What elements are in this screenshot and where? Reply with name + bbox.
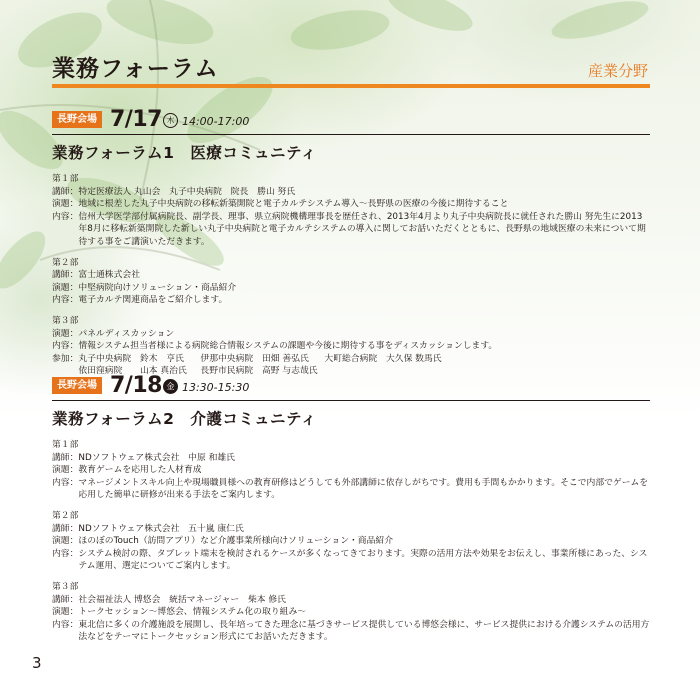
- session-2: [52, 370, 650, 652]
- row-value: NDソフトウェア株式会社 五十嵐 康仁氏: [78, 523, 244, 534]
- category-label: 産業分野: [587, 62, 648, 80]
- part-2: [52, 257, 650, 307]
- row-key: 講師：: [52, 523, 79, 534]
- row-key: 内容：: [52, 211, 79, 222]
- content-row: [52, 294, 650, 307]
- part-1: [52, 439, 650, 502]
- part-3: [52, 581, 650, 644]
- speaker-row: [52, 594, 650, 607]
- session-header: [52, 370, 650, 398]
- topic-row: [52, 328, 650, 341]
- part-label: 第２部: [52, 257, 79, 268]
- row-key: 演題：: [52, 465, 79, 476]
- weekday-circle: 金: [163, 379, 178, 394]
- row-key: 講師：: [52, 186, 79, 197]
- row-value: パネルディスカッション: [78, 328, 175, 339]
- session-time: 14:00-17:00: [181, 115, 250, 128]
- session-date: 7/18: [110, 373, 162, 398]
- row-value: ほのぼのTouch（訪問アプリ）など介護事業所様向けソリューション・商品紹介: [78, 536, 393, 547]
- page-title: 業務フォーラム: [52, 56, 219, 82]
- row-value: 信州大学医学部付属病院長、副学長、理事、県立病院機構理事長を歴任され、2013年4月より丸子中央病院長に就任された勝山 努先生に2013年8月に移転新築開院した新しい丸子中央病院と電子カルテシステムの導入に関してお話いただくとともに、長野県の地域医療の未来について期待する事をご講演いただきます。: [78, 211, 646, 247]
- session-divider: [52, 400, 650, 401]
- forum-title: 業務フォーラム2 介護コミュニティ: [52, 410, 317, 428]
- session-date: 7/17: [110, 107, 162, 132]
- content-row: [52, 619, 650, 644]
- session-1: [52, 104, 650, 386]
- row-key: 演題：: [52, 199, 79, 210]
- participant: 大町総合病院 大久保 数馬氏: [324, 353, 442, 364]
- session-divider: [52, 134, 650, 135]
- part-label: 第１部: [52, 174, 79, 184]
- row-key: 講師：: [52, 594, 79, 605]
- topic-row: [52, 282, 650, 295]
- venue-badge: 長野会場: [52, 111, 102, 128]
- participant: 依田窪病院 山本 真治氏: [78, 366, 187, 377]
- speaker-row: [52, 523, 650, 536]
- topic-row: [52, 464, 650, 477]
- row-key: 内容：: [52, 619, 79, 630]
- content-row: [52, 477, 650, 502]
- row-value: 特定医療法人 丸山会 丸子中央病院 院長 勝山 努氏: [78, 186, 296, 197]
- row-key: 演題：: [52, 607, 79, 618]
- venue-badge: 長野会場: [52, 377, 102, 394]
- weekday-circle: 木: [163, 113, 178, 128]
- participants-line: [78, 353, 650, 366]
- topic-row: [52, 606, 650, 619]
- row-value: 教育ゲームを応用した人材育成: [78, 465, 202, 476]
- participant: 伊那中央病院 田畑 善弘氏: [200, 353, 309, 364]
- row-key: 内容：: [52, 295, 79, 306]
- forum-title: 業務フォーラム1 医療コミュニティ: [52, 144, 317, 162]
- session-header: [52, 104, 650, 132]
- part-label: 第３部: [52, 315, 79, 326]
- speaker-row: [52, 269, 650, 282]
- part-3: [52, 315, 650, 378]
- row-key: 講師：: [52, 270, 79, 281]
- row-value: NDソフトウェア株式会社 中原 和雄氏: [78, 452, 235, 463]
- content-row: [52, 548, 650, 573]
- row-value: マネージメントスキル向上や現場職員様への教育研修はどうしても外部講師に依存しがちです。費用も手間もかかります。そこで内部でゲームを応用した簡単に研修が出来る手法をご案内します。: [78, 477, 649, 501]
- participant: 長野市民病院 高野 与志哉氏: [200, 366, 318, 377]
- row-value: 情報システム担当者様による病院総合情報システムの課題や今後に期待する事をディスカッションします。: [78, 341, 498, 352]
- part-1: [52, 173, 650, 249]
- participant: 丸子中央病院 鈴木 亨氏: [78, 353, 184, 364]
- content-row: [52, 340, 650, 353]
- row-key: 参加：: [52, 353, 79, 364]
- row-value: 中堅病院向けソリューション・商品紹介: [78, 282, 237, 293]
- row-value: 社会福祉法人 博悠会 統括マネージャー 柴本 修氏: [78, 594, 286, 605]
- row-value: トークセッション〜博悠会、情報システム化の取り組み〜: [78, 607, 307, 618]
- row-value: システム検討の際、タブレット端末を検討されるケースが多くなってきております。実際の活用方法や効果をお伝えし、事業所様にあった、システム運用、選定についてご案内します。: [78, 548, 648, 572]
- row-key: 演題：: [52, 536, 79, 547]
- part-2: [52, 510, 650, 573]
- topic-row: [52, 198, 650, 211]
- speaker-row: [52, 186, 650, 199]
- row-value: 富士通株式会社: [78, 270, 140, 281]
- content-row: [52, 211, 650, 249]
- header-divider: [52, 84, 650, 88]
- row-value: 電子カルテ関連商品をご紹介します。: [78, 295, 228, 306]
- row-key: 演題：: [52, 328, 79, 339]
- topic-row: [52, 535, 650, 548]
- row-key: 内容：: [52, 548, 79, 559]
- part-label: 第１部: [52, 440, 79, 450]
- speaker-row: [52, 452, 650, 465]
- row-key: 講師：: [52, 452, 79, 463]
- row-value: 地域に根差した丸子中央病院の移転新築開院と電子カルテシステム導入〜長野県の医療の今後に期待すること: [78, 199, 509, 210]
- row-value: 東北信に多くの介護施設を展開し、長年培ってきた理念に基づきサービス提供している博悠会様に、サービス提供における介護システムの活用方法などをテーマにトークセッション形式にてお話いただきます。: [78, 619, 650, 643]
- part-label: 第３部: [52, 581, 79, 592]
- row-key: 演題：: [52, 282, 79, 293]
- row-key: 内容：: [52, 477, 79, 488]
- part-label: 第２部: [52, 510, 79, 521]
- row-key: 内容：: [52, 341, 79, 352]
- page-number: 3: [32, 654, 42, 672]
- session-time: 13:30-15:30: [181, 381, 250, 394]
